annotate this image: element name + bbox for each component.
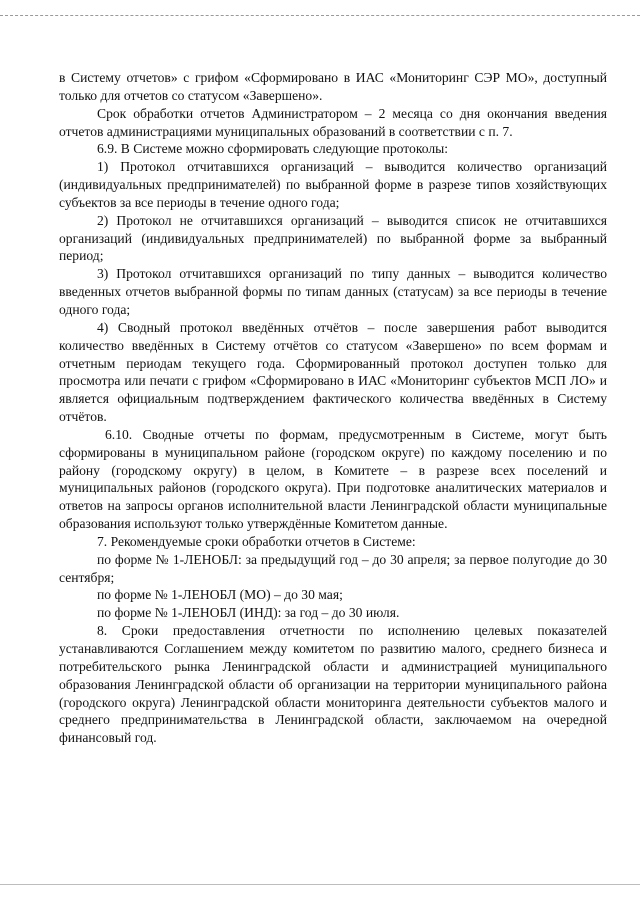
scan-bottom-edge-line xyxy=(0,884,640,885)
paragraph-form-1-lenobl-mo: по форме № 1-ЛЕНОБЛ (МО) – до 30 мая; xyxy=(97,587,343,603)
paragraph-protocol-1: 1) Протокол отчитавшихся организаций – выводится количество организаций (индивидуальных предпринимателей) по выбранной форме в разрезе типов хозяйствующих субъектов за все периоды в течение одного года; xyxy=(59,159,607,210)
paragraph-protocol-3: 3) Протокол отчитавшихся организаций по типу данных – выводится количество введенных отчетов выбранной формы по типам данных (статусам) за все периоды в течение одного года; xyxy=(59,266,607,317)
paragraph-8: 8. Сроки предоставления отчетности по исполнению целевых показателей устанавливаются Соглашением между комитетом по развитию малого, среднего бизнеса и потребительского рынка Ленинградской области и администрацией муниципального образования Ленинградской области об организации на территории муниципального района (городского округа) Ленинградской области мониторинга деятельности субъектов малого и среднего предпринимательства в Ленинградской области, заключаемом на очередной финансовый год. xyxy=(59,623,607,746)
paragraph-form-1-lenobl-ind: по форме № 1-ЛЕНОБЛ (ИНД): за год – до 30 июля. xyxy=(97,605,400,621)
paragraph-6-10: 6.10. Сводные отчеты по формам, предусмотренным в Системе, могут быть сформированы в муниципальном районе (городском округе) по каждому поселению и по району (городскому округу) в целом, в Комитете – в разрезе всех поселений и муниципальных районов (городского округа). При подготовке аналитических материалов и ответов на запросы органов исполнительной власти Ленинградской области муниципальные образования используют только утверждённые Комитетом данные. xyxy=(59,426,607,532)
paragraph-7-heading: 7. Рекомендуемые сроки обработки отчетов в Системе: xyxy=(97,533,416,549)
paragraph-report-stamp: в Систему отчетов» с грифом «Сформировано в ИАС «Мониторинг СЭР МО», доступный только для отчетов со статусом «Завершено». xyxy=(59,70,607,103)
paragraph-protocol-4: 4) Сводный протокол введённых отчётов – после завершения работ выводится количество введённых в Систему отчётов со статусом «Завершено» по всем формам и отчетным периодам текущего года. Сформированный протокол доступен только для просмотра или печати с грифом «Сформировано в ИАС «Мониторинг субъектов МСП ЛО» и является официальным подтверждением фактического количества введённых в Систему отчётов. xyxy=(59,319,607,425)
paragraph-6-9-heading: 6.9. В Системе можно сформировать следующие протоколы: xyxy=(97,141,449,157)
paragraph-processing-deadline: Срок обработки отчетов Администратором – 2 месяца со дня окончания введения отчетов администрациями муниципальных образований в соответствии с п. 7. xyxy=(59,105,607,139)
scan-top-edge-line xyxy=(0,15,640,16)
paragraph-protocol-2: 2) Протокол не отчитавшихся организаций – выводится список не отчитавшихся организаций (индивидуальных предпринимателей) по выбранной форме за выбранный период; xyxy=(59,212,607,264)
document-body xyxy=(59,69,607,747)
paragraph-form-1-lenobl: по форме № 1-ЛЕНОБЛ: за предыдущий год – до 30 апреля; за первое полугодие до 30 сентября; xyxy=(59,551,607,585)
